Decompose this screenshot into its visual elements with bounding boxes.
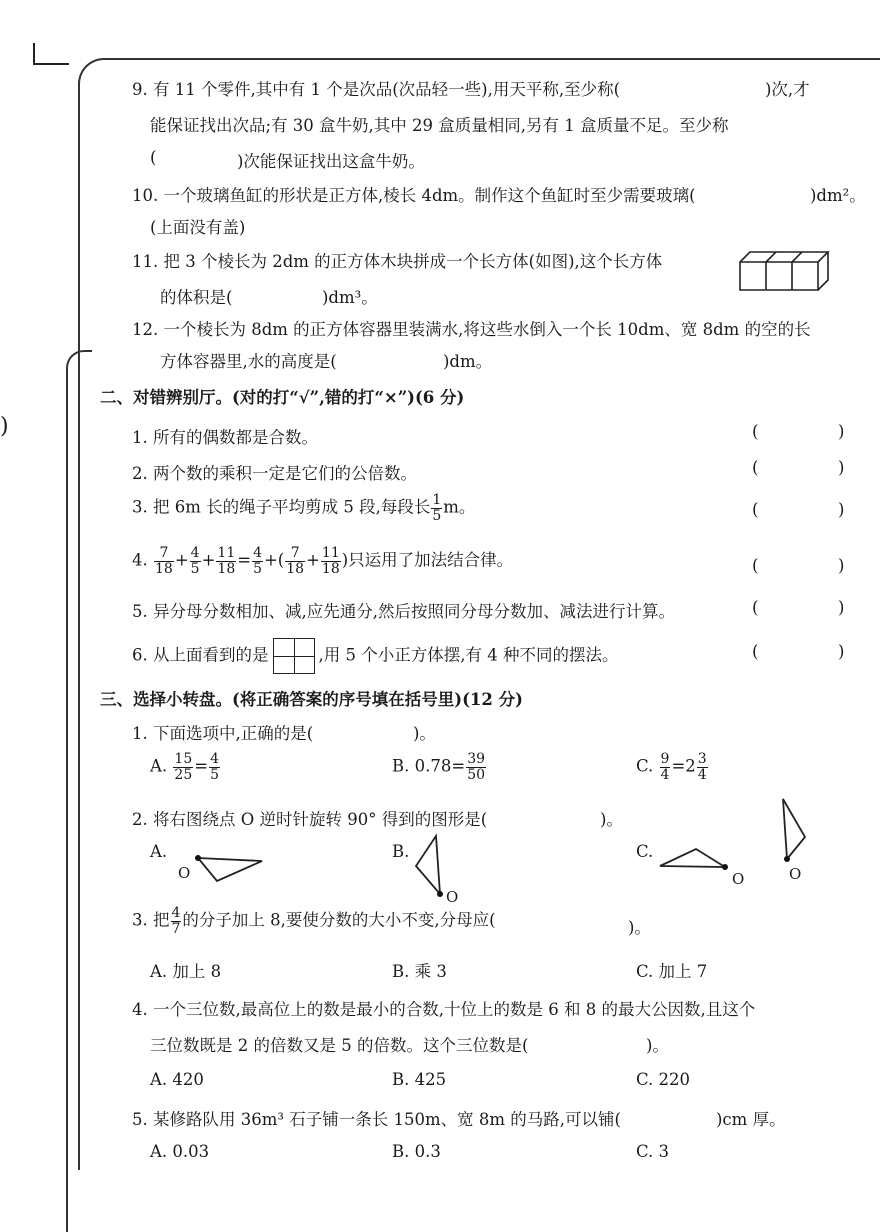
p3-q3-option-a: A. 加上 8 — [150, 962, 222, 981]
p2-q5: 5. 异分母分数相加、减,应先通分,然后按照同分母分数加、减法进行计算。 — [132, 602, 675, 621]
p2-q5-paren-close: ) — [838, 598, 845, 617]
p3-q2-option-a-label: A. — [150, 842, 168, 861]
p3-q5-option-a: A. 0.03 — [150, 1142, 210, 1161]
p3-q4-option-c: C. 220 — [636, 1070, 691, 1089]
p2-q6-text-b: ,用 5 个小正方体摆,有 4 种不同的摆法。 — [318, 645, 619, 665]
point-o-reference: O — [789, 865, 802, 883]
q9-line3-end: )次能保证找出这盒牛奶。 — [237, 152, 425, 171]
fraction-4-5-c: $\frac{4}{5}$ — [210, 751, 219, 783]
fraction-3-4: $\frac{3}{4}$ — [697, 751, 707, 783]
p3-q3-option-c: C. 加上 7 — [636, 962, 708, 981]
corner-box — [33, 43, 69, 65]
q9-line3-open: ( — [150, 148, 157, 167]
p3-q1-option-b: B. 0.78= $\frac{39}{50}$ — [392, 751, 486, 783]
p2-q3-text: 3. 把 6m 长的绳子平均剪成 5 段,每段长 — [132, 497, 431, 517]
p2-q4-paren-close: ) — [838, 556, 845, 575]
p3-q1-stem: 1. 下面选项中,正确的是( — [132, 724, 314, 743]
p3-q2-option-c-label: C. — [636, 842, 654, 861]
p2-q4-tail: )只运用了加法结合律。 — [341, 550, 514, 570]
p3-q1-option-a: A. $\frac{15}{25}$ = $\frac{4}{5}$ — [150, 751, 219, 783]
q11-line2-end: )dm³。 — [322, 288, 378, 307]
p3-q3-option-b: B. 乘 3 — [392, 962, 447, 981]
p3-q5-option-b: B. 0.3 — [392, 1142, 441, 1161]
p2-q1: 1. 所有的偶数都是合数。 — [132, 428, 318, 447]
q9-line1-end: )次,才 — [765, 80, 810, 99]
part3-title: 三、选择小转盘。(将正确答案的序号填在括号里)(12 分) — [100, 690, 523, 709]
fraction-4-7: $\frac{4}{7}$ — [171, 905, 181, 937]
p2-q6 — [132, 638, 618, 674]
point-o-a: O — [178, 864, 191, 882]
p2-q3-paren-close: ) — [838, 500, 845, 519]
point-o-b: O — [446, 888, 459, 906]
p2-q4: 4. $\frac{7}{18}$ + $\frac{4}{5}$ + $\frac{11}{18}$ = $\frac{4}{5}$ +( $\frac{7}{18}$ + $\frac{11}{18}$ )只运用了加法结合律。 — [132, 545, 514, 577]
q12-line2-open: 方体容器里,水的高度是( — [160, 352, 337, 371]
fraction-4-5-b: $\frac{4}{5}$ — [253, 545, 262, 577]
fraction-11-18: $\frac{11}{18}$ — [217, 545, 236, 577]
p3-q4-line2: 三位数既是 2 的倍数又是 5 的倍数。这个三位数是( — [150, 1036, 529, 1055]
p3-q5-stem: 5. 某修路队用 36m³ 石子铺一条长 150m、宽 8m 的马路,可以铺( — [132, 1110, 621, 1129]
q12-line1: 12. 一个棱长为 8dm 的正方体容器里装满水,将这些水倒入一个长 10dm、宽 8dm 的空的长 — [132, 320, 811, 339]
p2-q6-paren-open: ( — [752, 642, 759, 661]
p2-q2: 2. 两个数的乘积一定是它们的公倍数。 — [132, 464, 417, 483]
q9-line1 — [132, 76, 620, 100]
p3-q4-option-b: B. 425 — [392, 1070, 447, 1089]
fraction-1-5: $\frac{1}{5}$ — [432, 492, 442, 524]
p2-q2-paren-open: ( — [752, 458, 759, 477]
reference-triangle — [775, 795, 815, 865]
q9-text-a: 9. 有 11 个零件,其中有 1 个是次品(次品轻一些),用天平称,至少称( — [132, 80, 621, 99]
p3-q3-text: 的分子加上 8,要使分数的大小不变,分母应( — [182, 910, 496, 930]
p3-q4-option-a: A. 420 — [150, 1070, 204, 1089]
p3-q2-option-b-label: B. — [392, 842, 410, 861]
p3-q1-stem-end: )。 — [413, 724, 436, 743]
p2-q6-text-a: 6. 从上面看到的是 — [132, 645, 269, 665]
p2-q5-paren-open: ( — [752, 598, 759, 617]
p3-q2-stem: 2. 将右图绕点 O 逆时针旋转 90° 得到的图形是( — [132, 810, 488, 829]
p2-q2-paren-close: ) — [838, 458, 845, 477]
p3-q4-line2-end: )。 — [646, 1036, 669, 1055]
fraction-11-18-b: $\frac{11}{18}$ — [321, 545, 340, 577]
fraction-15-25: $\frac{15}{25}$ — [174, 751, 193, 783]
triangle-option-b — [410, 830, 450, 900]
margin-brace — [66, 350, 92, 1232]
p2-q3-unit: m。 — [443, 497, 476, 517]
p3-q4-line1: 4. 一个三位数,最高位上的数是最小的合数,十位上的数是 6 和 8 的最大公因数,且这个 — [132, 1000, 756, 1019]
q10-line2: (上面没有盖) — [150, 218, 246, 237]
p2-q1-paren-open: ( — [752, 422, 759, 441]
p2-q3-paren-open: ( — [752, 500, 759, 519]
q9-line2: 能保证找出次品;有 30 盒牛奶,其中 29 盒质量相同,另有 1 盒质量不足。至少称 — [150, 116, 729, 135]
fraction-39-50: $\frac{39}{50}$ — [467, 751, 486, 783]
p3-q1-option-c: C. $\frac{9}{4}$ =2 $\frac{3}{4}$ — [636, 751, 707, 783]
p2-q4-paren-open: ( — [752, 556, 759, 575]
fraction-4-5: $\frac{4}{5}$ — [190, 545, 200, 577]
q11-line1: 11. 把 3 个棱长为 2dm 的正方体木块拼成一个长方体(如图),这个长方体 — [132, 252, 663, 271]
p3-q3-stem: 3. 把 $\frac{4}{7}$ 的分子加上 8,要使分数的大小不变,分母应( — [132, 905, 496, 937]
cuboid-figure — [738, 250, 832, 292]
top-view-grid-icon — [273, 638, 315, 674]
p3-q2-stem-end: )。 — [600, 810, 623, 829]
p2-q3 — [132, 493, 475, 523]
p3-q3-stem-end: )。 — [628, 918, 651, 937]
q12-line2-end: )dm。 — [443, 352, 493, 371]
point-o-c: O — [732, 870, 745, 888]
fraction-9-4: $\frac{9}{4}$ — [660, 751, 670, 783]
fraction-7-18: $\frac{7}{18}$ — [155, 545, 173, 577]
p2-q1-paren-close: ) — [838, 422, 845, 441]
p3-q5-stem-end: )cm 厚。 — [716, 1110, 786, 1129]
q10-line1: 10. 一个玻璃鱼缸的形状是正方体,棱长 4dm。制作这个鱼缸时至少需要玻璃( — [132, 186, 696, 205]
triangle-option-c — [655, 840, 735, 880]
p2-q6-paren-close: ) — [838, 642, 845, 661]
fraction-7-18-b: $\frac{7}{18}$ — [286, 545, 305, 577]
p3-q5-option-c: C. 3 — [636, 1142, 670, 1161]
margin-paren: ) — [0, 414, 9, 439]
q10-line1-end: )dm²。 — [810, 186, 866, 205]
part2-title: 二、对错辨别厅。(对的打“√”,错的打“×”)(6 分) — [100, 388, 465, 407]
q11-line2-open: 的体积是( — [160, 288, 233, 307]
